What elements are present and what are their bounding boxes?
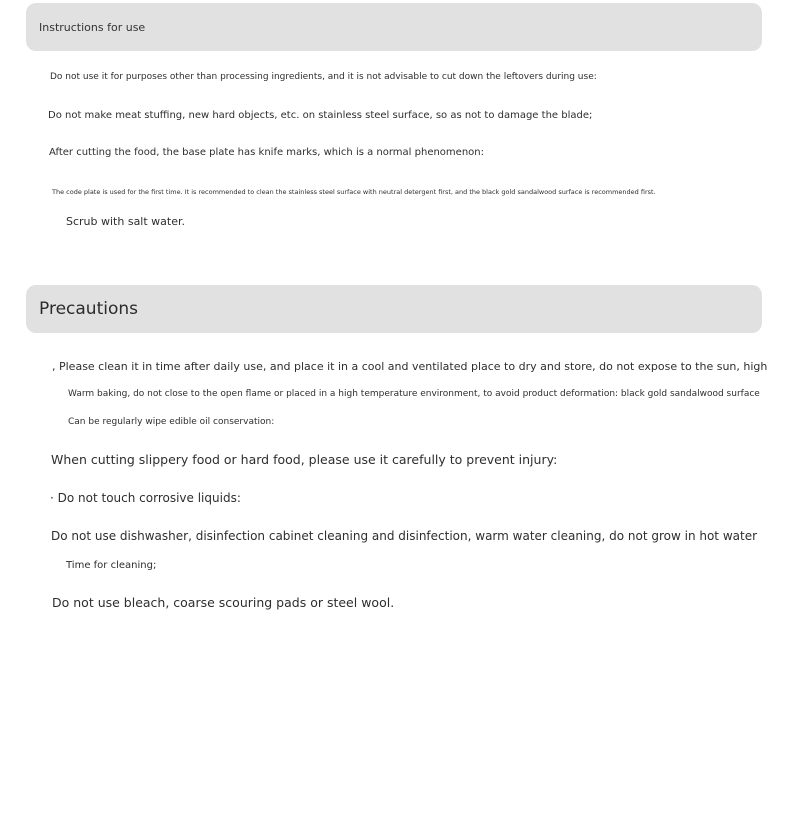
instructions-line: The code plate is used for the first time. It is recommended to clean the stainless steel surface with neutral detergent first, and the black gold sandalwood surface is recommended first. (52, 188, 656, 196)
precautions-title: Precautions (39, 299, 138, 319)
precautions-line: Do not use dishwasher, disinfection cabinet cleaning and disinfection, warm water cleaning, do not grow in hot water (51, 529, 758, 543)
instructions-banner (26, 3, 762, 51)
precautions-banner (26, 285, 762, 333)
instructions-line: After cutting the food, the base plate has knife marks, which is a normal phenomenon: (49, 147, 484, 158)
precautions-line: Time for cleaning; (66, 560, 157, 571)
precautions-line: Can be regularly wipe edible oil conservation: (68, 417, 275, 427)
precautions-line: Do not use bleach, coarse scouring pads or steel wool. (52, 595, 395, 610)
instructions-title: Instructions for use (39, 20, 146, 34)
precautions-line: · Do not touch corrosive liquids: (50, 491, 241, 505)
instructions-line: Do not use it for purposes other than processing ingredients, and it is not advisable to cut down the leftovers during use: (50, 72, 597, 82)
instructions-line: Do not make meat stuffing, new hard objects, etc. on stainless steel surface, so as not to damage the blade; (48, 110, 593, 121)
precautions-line: When cutting slippery food or hard food, please use it carefully to prevent injury: (51, 452, 558, 467)
precautions-line: Warm baking, do not close to the open flame or placed in a high temperature environment, to avoid product deformation: black gold sandalwood surface (68, 389, 760, 399)
precautions-line: , Please clean it in time after daily use, and place it in a cool and ventilated place to dry and store, do not expose to the sun, high (52, 360, 768, 373)
instructions-line: Scrub with salt water. (66, 215, 186, 228)
